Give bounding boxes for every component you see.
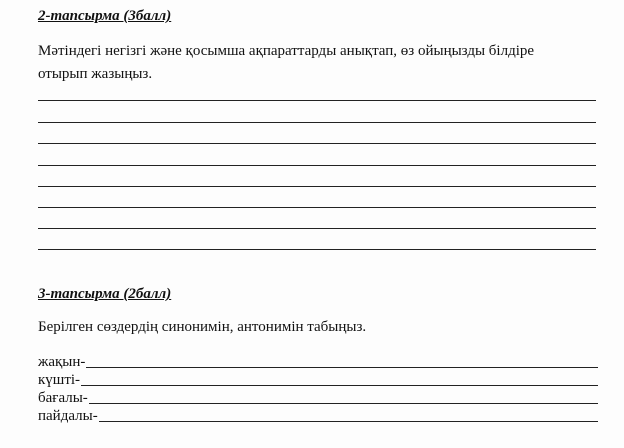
word-label: күшті- <box>38 372 81 388</box>
word-answer-blank[interactable] <box>81 385 598 386</box>
answer-line[interactable] <box>38 228 596 229</box>
word-row <box>38 388 598 406</box>
answer-line[interactable] <box>38 143 596 144</box>
task2-instruction-line2: отырып жазыңыз. <box>38 66 153 82</box>
answer-line[interactable] <box>38 165 596 166</box>
answer-line[interactable] <box>38 207 596 208</box>
word-answer-blank[interactable] <box>99 421 598 422</box>
word-label: пайдалы- <box>38 408 98 424</box>
answer-line[interactable] <box>38 122 596 123</box>
word-answer-blank[interactable] <box>89 403 598 404</box>
task3-instruction: Берілген сөздердің синонимін, антонимін табыңыз. <box>38 319 367 335</box>
answer-line[interactable] <box>38 186 596 187</box>
word-label: жақын- <box>38 354 86 370</box>
task3-title: 3-тапсырма (2балл) <box>38 286 172 302</box>
task2-title: 2-тапсырма (3балл) <box>38 8 172 24</box>
word-answer-blank[interactable] <box>86 367 598 368</box>
answer-line[interactable] <box>38 100 596 101</box>
word-row <box>38 370 598 388</box>
answer-line[interactable] <box>38 249 596 250</box>
word-row <box>38 352 598 370</box>
word-row <box>38 406 598 424</box>
word-label: бағалы- <box>38 390 88 406</box>
task2-instruction-line1: Мәтіндегі негізгі және қосымша ақпараттарды анықтап, өз ойыңызды білдіре <box>38 43 535 59</box>
